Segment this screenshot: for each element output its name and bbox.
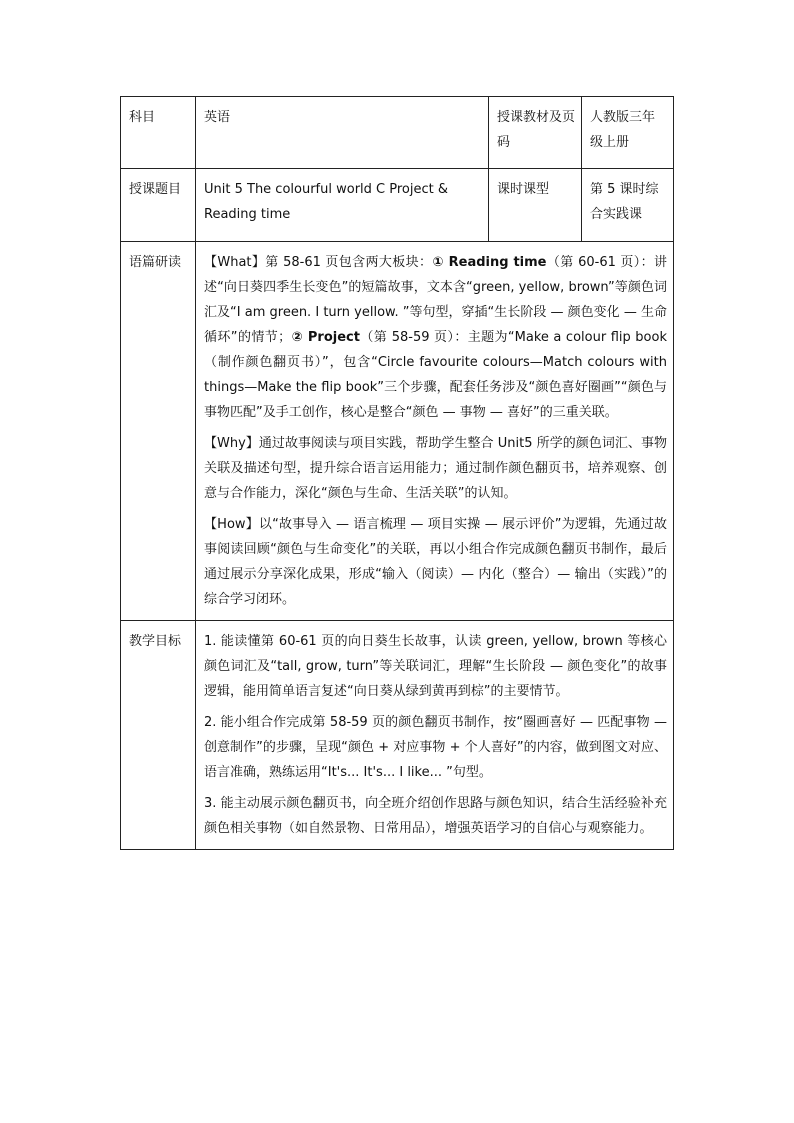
analysis-label: 语篇研读 — [121, 242, 196, 621]
project-heading: ② Project — [291, 330, 360, 345]
textbook-label: 授课教材及页码 — [489, 97, 582, 169]
subject-row — [121, 97, 674, 169]
what-paragraph — [204, 250, 667, 425]
reading-time-heading: ① Reading time — [432, 255, 547, 270]
goal-item-1: 1. 能读懂第 60-61 页的向日葵生长故事，认读 green, yellow, brown 等核心颜色词汇及“tall, grow, turn”等关联词汇，理解“生长阶段 — 颜色变化”的故事逻辑，能用简单语言复述“向日葵从绿到黄再到棕”的主要情节。 — [204, 634, 667, 699]
subject-value: 英语 — [196, 97, 489, 169]
goals-label: 教学目标 — [121, 621, 196, 850]
why-paragraph: 【Why】通过故事阅读与项目实践，帮助学生整合 Unit5 所学的颜色词汇、事物关联及描述句型，提升综合语言运用能力；通过制作颜色翻页书，培养观察、创意与合作能力，深化“颜色与生命、生活关联”的认知。 — [204, 436, 667, 501]
goals-content — [196, 621, 674, 850]
goals-row — [121, 621, 674, 850]
subject-label: 科目 — [121, 97, 196, 169]
what-text-1: 【What】第 58-61 页包含两大板块： — [204, 255, 433, 270]
topic-row — [121, 169, 674, 242]
topic-label: 授课题目 — [121, 169, 196, 242]
lesson-plan-table — [120, 96, 674, 850]
goal-item-3: 3. 能主动展示颜色翻页书，向全班介绍创作思路与颜色知识，结合生活经验补充颜色相关事物（如自然景物、日常用品），增强英语学习的自信心与观察能力。 — [204, 796, 667, 836]
topic-value: Unit 5 The colourful world C Project & Reading time — [196, 169, 489, 242]
how-paragraph: 【How】以“故事导入 — 语言梳理 — 项目实操 — 展示评价”为逻辑，先通过故事阅读回顾“颜色与生命变化”的关联，再以小组合作完成颜色翻页书制作，最后通过展示分享深化成果，形成“输入（阅读）— 内化（整合）— 输出（实践）”的综合学习闭环。 — [204, 517, 667, 607]
goal-item-2: 2. 能小组合作完成第 58-59 页的颜色翻页书制作，按“圈画喜好 — 匹配事物 — 创意制作”的步骤，呈现“颜色 + 对应事物 + 个人喜好”的内容，做到图文对应、语言准确，熟练运用“It's... It's... I like... ”句型。 — [204, 715, 667, 780]
lesson-type-value: 第 5 课时综合实践课 — [582, 169, 674, 242]
analysis-content — [196, 242, 674, 621]
textbook-value: 人教版三年级上册 — [582, 97, 674, 169]
analysis-row — [121, 242, 674, 621]
what-text-2: （第 60-61 页）：讲述“向日葵四季生长变色”的短篇故事，文本含“green, yellow, brown”等颜色词汇及“I am green. I turn yellow. ”等句型，穿插“生长阶段 — 颜色变化 — 生命循环”的情节； — [204, 255, 667, 345]
what-text-3: （第 58-59 页）：主题为“Make a colour flip book（制作颜色翻页书）”，包含“Circle favourite colours—Match colours with things—Make the flip book”三个步骤，配套任务涉及“颜色喜好圈画”“颜色与事物匹配”及手工创作，核心是整合“颜色 — 事物 — 喜好”的三重关联。 — [204, 330, 667, 420]
lesson-type-label: 课时课型 — [489, 169, 582, 242]
